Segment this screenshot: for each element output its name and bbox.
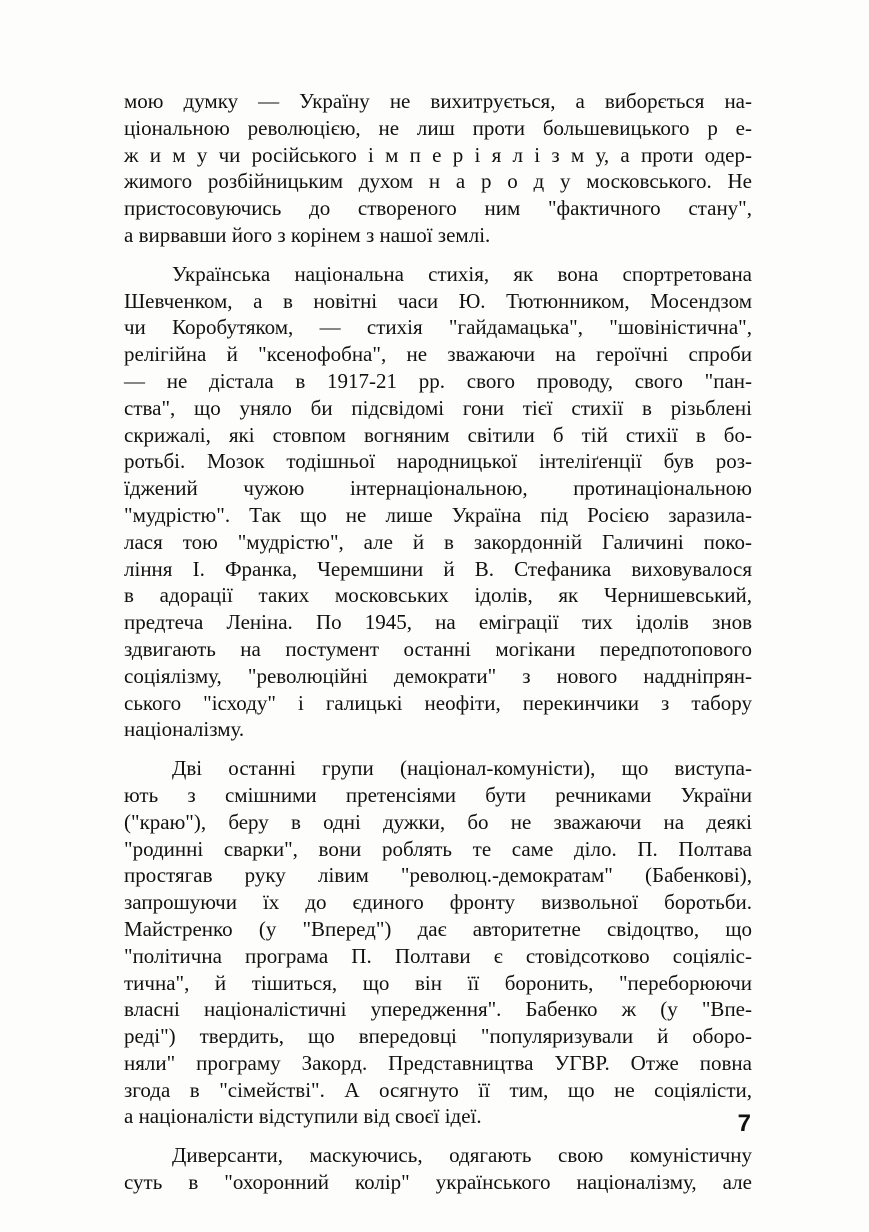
text-line: суть в "охоронний колір" українського націоналізму, але <box>124 1170 752 1195</box>
text-line: няли" програму Закорд. Представництва УГВР. Отже повна <box>124 1050 752 1075</box>
text-line: ління І. Франка, Черемшини й В. Стефаника виховувалося <box>124 556 752 581</box>
text-line: лася тою "мудрістю", але й в закордонній Галичині поко- <box>124 529 752 554</box>
page-number: 7 <box>737 1110 751 1137</box>
text-line: предтеча Леніна. По 1945, на еміграції тих ідолів знов <box>124 610 752 635</box>
text-line: ціональною революцією, не лиш проти большевицького р е- <box>124 115 752 140</box>
text-line: Українська національна стихія, як вона спортретована <box>172 261 752 286</box>
text-line: реді") твердить, що впередовці "популяризували й оборо- <box>124 1024 752 1049</box>
text-line: ротьбі. Мозок тодішньої народницької інтеліґенції був роз- <box>124 449 752 474</box>
text-line: ж и м у чи російського і м п е р і я л і з м у, а проти одер- <box>124 142 752 167</box>
text-line: простягав руку лівим "революц.-демократам" (Бабенкові), <box>124 863 752 888</box>
paragraph-gap <box>124 1130 752 1142</box>
text-line: "мудрістю". Так що не лише Україна під Росією заразила- <box>124 502 752 527</box>
text-line: запрошуючи їх до єдиного фронту визвольної боротьби. <box>124 890 752 915</box>
text-line: мою думку — Україну не вихитрується, а виборється на- <box>124 89 752 113</box>
text-line: Шевченком, а в новітні часи Ю. Тютюнником, Мосендзом <box>124 288 752 313</box>
text-line: ства", що уняло би підсвідомі гони тієї стихії в різьблені <box>124 395 752 420</box>
paragraph-gap <box>124 249 752 261</box>
paragraph-4 <box>124 1142 752 1196</box>
text-line: чи Коробутяком, — стихія "гайдамацька", "шовіністична", <box>124 315 752 340</box>
text-line: Диверсанти, маскуючись, одягають свою комуністичну <box>172 1143 752 1168</box>
text-line: згода в "сімействі". А осягнуто її тим, що не соціялісти, <box>124 1077 752 1102</box>
text-line: соціялізму, "революційні демократи" з нового наддніпрян- <box>124 663 752 688</box>
text-line: ського "ісходу" і галицькі неофіти, перекинчики з табору <box>124 690 752 715</box>
text-line: релігійна й "ксенофобна", не зважаючи на героїчні спроби <box>124 342 752 367</box>
text-line: "політична програма П. Полтави є стовідсотково соціяліс- <box>124 943 752 968</box>
paragraph-2 <box>124 261 752 743</box>
text-line: Дві останні групи (націонал-комуністи), що виступа- <box>172 756 752 781</box>
text-line: їджений чужою інтернаціональною, протинаціональною <box>124 476 752 501</box>
text-line: власні націоналістичні упередження". Бабенко ж (у "Впе- <box>124 997 752 1022</box>
text-line: а націоналісти відступили від своєї ідеї. <box>124 1104 482 1129</box>
text-line: а вирвавши його з корінем з нашої землі. <box>124 222 491 247</box>
text-line: націоналізму. <box>124 717 245 742</box>
paragraph-1 <box>124 88 752 249</box>
text-line: ють з смішними претенсіями бути речниками України <box>124 782 752 807</box>
paragraph-gap <box>124 743 752 755</box>
text-line: здвигають на постумент останні могікани передпотопового <box>124 636 752 661</box>
paragraph-3 <box>124 755 752 1130</box>
body-text <box>124 88 752 1196</box>
text-line: в адорації таких московських ідолів, як Чернишевський, <box>124 583 752 608</box>
text-line: скрижалі, які стовпом вогняним світили б тій стихії в бо- <box>124 422 752 447</box>
text-line: Майстренко (у "Вперед") дає авторитетне свідоцтво, що <box>124 916 752 941</box>
text-line: "родинні сварки", вони роблять те саме діло. П. Полтава <box>124 836 752 861</box>
text-line: — не дістала в 1917-21 рр. свого проводу, свого "пан- <box>124 368 752 393</box>
text-line: тична", й тішиться, що він її боронить, "переборюючи <box>124 970 752 995</box>
text-line: ("краю"), беру в одні дужки, бо не зважаючи на деякі <box>124 809 752 834</box>
text-line: жимого розбійницьким духом н а р о д у московського. Не <box>124 169 752 194</box>
text-line: пристосовуючись до створеного ним "фактичного стану", <box>124 196 752 221</box>
